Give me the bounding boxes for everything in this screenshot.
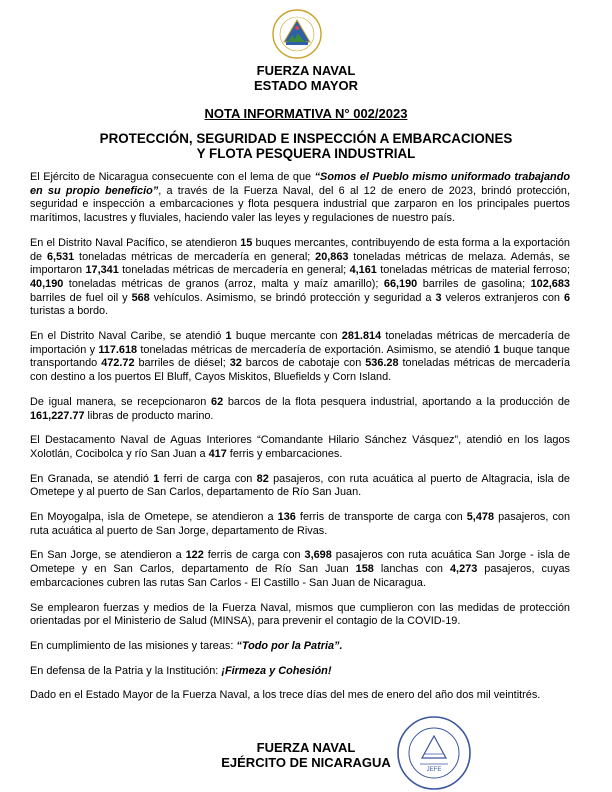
org-line-1: FUERZA NAVAL — [256, 63, 356, 78]
paragraph-caribbean-district: En el Distrito Naval Caribe, se atendió 1 buque mercante con 281.814 toneladas métricas de mercadería de importación y 117.618 toneladas métricas de mercadería de exportación. Asimismo, se atendió 1 buque tanque transportando 472.72 barriles de diésel; 32 barcos de cabotaje con 536.28 toneladas métricas de mercadería con destino a los puertos El Bluff, Cayos Miskitos, Bluefields y Corn Island. — [30, 330, 571, 384]
motto-firmeza-cohesion: ¡Firmeza y Cohesión! — [221, 664, 332, 677]
army-motto: “Somos el Pueblo mismo uniformado trabajando en su propio beneficio” — [30, 171, 570, 197]
paragraph-intro: El Ejército de Nicaragua consecuente con el lema de que “Somos el Pueblo mismo uniformado trabajando en su propio beneficio”, a través de la Fuerza Naval, del 6 al 12 de enero de 2023, brindó protección, seguridad e inspección a embarcaciones y flota pesquera industrial que zarparon en los principales puertos marítimos, lacustres y fluviales, haciendo valer las leyes y regulaciones de nuestro país. — [30, 171, 570, 225]
paragraph-covid-measures: Se emplearon fuerzas y medios de la Fuerza Naval, mismos que cumplieron con las medidas de protección orientadas por el Ministerio de Salud (MINSA), para prevenir el contagio de la COVID-19. — [30, 601, 570, 628]
paragraph-granada: En Granada, se atendió 1 ferri de carga con 82 pasajeros, con ruta acuática al puerto de Altagracia, isla de Ometepe y al puerto de San Carlos, departamento de Río San Juan. — [30, 472, 570, 499]
note-title: NOTA INFORMATIVA N° 002/2023 — [204, 106, 408, 121]
paragraph-defense: En defensa de la Patria y la Institución: ¡Firmeza y Cohesión! — [30, 664, 332, 677]
motto-todo-por-la-patria: “Todo por la Patria”. — [236, 639, 343, 652]
document-title — [0, 131, 612, 161]
document-title-line-2: Y FLOTA PESQUERA INDUSTRIAL — [196, 146, 416, 161]
signature-line-2: EJÉRCITO DE NICARAGUA — [221, 755, 391, 770]
paragraph-moyogalpa: En Moyogalpa, isla de Ometepe, se atendieron a 136 ferris de transporte de carga con 5,478 pasajeros, con ruta acuática al puerto de San Jorge, departamento de Rivas. — [30, 511, 571, 537]
org-line-2: ESTADO MAYOR — [253, 78, 358, 93]
document-title-line-1: PROTECCIÓN, SEGURIDAD E INSPECCIÓN A EMBARCACIONES — [99, 131, 513, 146]
paragraph-pacific-district: En el Distrito Naval Pacífico, se atendieron 15 buques mercantes, contribuyendo de esta forma a la exportación de 6,531 toneladas métricas de mercadería en general; 20,863 toneladas métricas de melaza. Además, se importaron 17,341 toneladas métricas de mercadería en general; 4,161 toneladas métricas de material ferroso; 40,190 toneladas métricas de granos (arroz, malta y maíz amarillo); 66,190 barriles de gasolina; 102,683 barriles de fuel oil y 568 vehículos. Asimismo, se brindó protección y seguridad a 3 veleros extranjeros con 6 turistas a bordo. — [30, 236, 570, 318]
paragraph-fishing-fleet: De igual manera, se recepcionaron 62 barcos de la flota pesquera industrial, aportando a la producción de 161,227.77 libras de producto marino. — [30, 395, 570, 422]
paragraph-issued: Dado en el Estado Mayor de la Fuerza Naval, a los trece días del mes de enero del año dos mil veintitrés. — [30, 689, 541, 702]
document-body — [30, 171, 570, 714]
paragraph-inland-waters: El Destacamento Naval de Aguas Interiores “Comandante Hilario Sánchez Vásquez”, atendió en los lagos Xolotlán, Cocibolca y río San Juan a 417 ferris y embarcaciones. — [30, 434, 570, 460]
paragraph-missions: En cumplimiento de las misiones y tareas: “Todo por la Patria”. — [30, 639, 343, 652]
signature-line-1: FUERZA NAVAL — [256, 740, 356, 755]
paragraph-san-jorge: En San Jorge, se atendieron a 122 ferris de carga con 3,698 pasajeros con ruta acuática San Jorge - isla de Ometepe y en San Carlos, departamento de Río San Juan 158 lanchas con 4,273 pasajeros, cuyas embarcaciones cubren las rutas San Carlos - El Castillo - San Juan de Nicaragua. — [30, 549, 571, 589]
national-coat-of-arms-icon — [268, 8, 326, 60]
stamp-role: JEFE — [426, 767, 442, 773]
